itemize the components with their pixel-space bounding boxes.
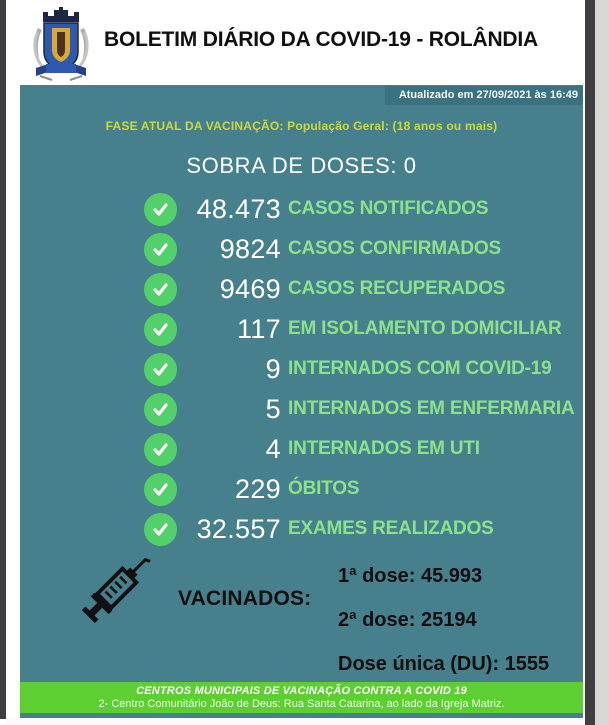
- stat-label: INTERNADOS COM COVID-19: [288, 358, 552, 379]
- page-edge-right: [585, 0, 595, 725]
- page-title: BOLETIM DIÁRIO DA COVID-19 - ROLÂNDIA: [104, 28, 538, 51]
- stat-label: EXAMES REALIZADOS: [288, 518, 494, 539]
- stat-row: [20, 469, 583, 509]
- stat-value: 5: [265, 393, 281, 424]
- stat-value: 117: [237, 313, 281, 344]
- stat-value: 9: [265, 353, 281, 384]
- stats-list: [20, 189, 583, 549]
- stat-value: 9824: [219, 233, 281, 264]
- syringe-icon: [70, 543, 162, 635]
- doses-leftover-text: SOBRA DE DOSES: 0: [186, 153, 417, 178]
- stat-row: [20, 309, 583, 349]
- stat-label: EM ISOLAMENTO DOMICILIAR: [288, 318, 562, 339]
- check-circle-icon: [144, 273, 177, 306]
- stat-value: 4: [265, 433, 281, 464]
- check-circle-icon: [144, 233, 177, 266]
- vaccinated-label: VACINADOS:: [178, 587, 312, 610]
- page-edge-left: [0, 0, 6, 719]
- dose-line: Dose única (DU): 1555: [338, 653, 550, 675]
- check-circle-icon: [144, 353, 177, 386]
- dose-line: 2ª dose: 25194: [338, 609, 477, 631]
- dose-line: 1ª dose: 45.993: [338, 565, 483, 587]
- stat-row: [20, 389, 583, 429]
- stat-row: [20, 349, 583, 389]
- stat-row: [20, 429, 583, 469]
- vaccinated-section: [20, 555, 583, 682]
- stat-label: CASOS CONFIRMADOS: [288, 238, 501, 259]
- stat-label: CASOS RECUPERADOS: [288, 278, 506, 299]
- stat-row: [20, 189, 583, 229]
- dose-counts: [338, 561, 549, 693]
- stat-value: 32.557: [196, 513, 281, 544]
- check-circle-icon: [144, 433, 177, 466]
- updated-timestamp: Atualizado em 27/09/2021 às 16:49: [385, 86, 583, 105]
- stat-label: INTERNADOS EM UTI: [288, 438, 480, 459]
- footer-title: CENTROS MUNICIPAIS DE VACINAÇÃO CONTRA A COVID 19: [136, 685, 467, 697]
- stat-label: ÓBITOS: [288, 478, 360, 499]
- city-coat-of-arms-icon: [30, 6, 92, 84]
- check-circle-icon: [144, 393, 177, 426]
- check-circle-icon: [144, 473, 177, 506]
- stat-value: 229: [235, 473, 281, 504]
- vaccination-centers-footer: [20, 682, 583, 713]
- stat-value: 48.473: [196, 193, 281, 224]
- stat-row: [20, 269, 583, 309]
- stat-value: 9469: [219, 273, 281, 304]
- stat-label: CASOS NOTIFICADOS: [288, 198, 489, 219]
- check-circle-icon: [144, 513, 177, 546]
- stat-label: INTERNADOS EM ENFERMARIA: [288, 398, 575, 419]
- header: [6, 0, 585, 85]
- check-circle-icon: [144, 313, 177, 346]
- bulletin-panel: [20, 85, 583, 718]
- viewer-background: [595, 0, 609, 725]
- footer-address: 2- Centro Comunitário João de Deus: Rua Santa Catarina, ao lado da Igreja Matriz.: [98, 698, 505, 710]
- stat-row: [20, 229, 583, 269]
- page-bottom-margin: [6, 718, 585, 725]
- vaccination-phase-text: FASE ATUAL DA VACINAÇÃO: População Geral: (18 anos ou mais): [105, 119, 498, 133]
- check-circle-icon: [144, 193, 177, 226]
